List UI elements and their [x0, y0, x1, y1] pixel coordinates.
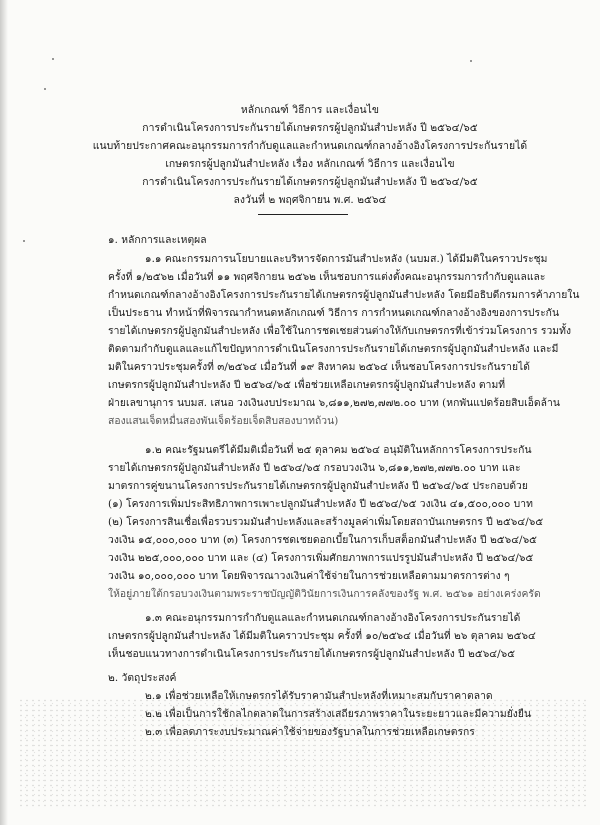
para-1-2-line: รายได้เกษตรกรผู้ปลูกมันสำปะหลัง ปี ๒๕๖๔/๖๕ กรอบวงเงิน ๖,๘๑๑,๒๗๒,๗๗๒.๐๐ บาท และ	[108, 462, 521, 474]
objective-item: ๒.๑ เพื่อช่วยเหลือให้เกษตรกรได้รับราคามันสำปะหลังที่เหมาะสมกับราคาตลาด	[145, 690, 493, 702]
para-1-1-line: สองแสนเจ็ดหมื่นสองพันเจ็ดร้อยเจ็ดสิบสองบาทถ้วน)	[108, 415, 339, 427]
para-1-1-line: ฝ่ายเลขานุการ นบมส. เสนอ วงเงินงบประมาณ ๖,๘๑๑,๒๗๒,๗๗๒.๐๐ บาท (หกพันแปดร้อยสิบเอ็ดล้าน	[108, 397, 560, 409]
para-1-1-line: ครั้งที่ ๑/๒๕๖๒ เมื่อวันที่ ๑๑ พฤศจิกายน ๒๕๖๒ เห็นชอบการแต่งตั้งคณะอนุกรรมการกำกับดูแลและ	[108, 271, 546, 283]
para-1-2-line: (๒) โครงการสินเชื่อเพื่อรวบรวมมันสำปะหลังและสร้างมูลค่าเพิ่มโดยสถาบันเกษตรกร ปี ๒๕๖๔/๖๕	[108, 516, 544, 528]
para-1-2-line: ให้อยู่ภายใต้กรอบวงเงินตามพระราชบัญญัติวินัยการเงินการคลังของรัฐ พ.ศ. ๒๕๖๑ อย่างเคร่งครัด	[108, 588, 541, 600]
section-1-heading: ๑. หลักการและเหตุผล	[108, 234, 207, 246]
scan-speck	[52, 58, 54, 60]
para-1-1-line: เกษตรกรผู้ปลูกมันสำปะหลัง ปี ๒๕๖๔/๖๕ เพื่อช่วยเหลือเกษตรกรผู้ปลูกมันสำปะหลัง ตามที่	[108, 379, 506, 391]
scan-noise	[18, 698, 588, 808]
objective-item: ๒.๒ เพื่อเป็นการใช้กลไกตลาดในการสร้างเสถียรภาพราคาในระยะยาวและมีความยั่งยืน	[145, 708, 532, 720]
para-1-3-line: เห็นชอบแนวทางการดำเนินโครงการประกันรายได้เกษตรกรผู้ปลูกมันสำปะหลัง ปี ๒๕๖๔/๖๕	[108, 648, 516, 660]
header-date: ลงวันที่ ๒ พฤศจิกายน พ.ศ. ๒๕๖๔	[233, 194, 387, 206]
para-1-2-line: วงเงิน ๑๐,๐๐๐,๐๐๐ บาท โดยพิจารณาวงเงินค่าใช้จ่ายในการช่วยเหลือตามมาตรการต่าง ๆ	[108, 570, 510, 582]
section-2-heading: ๒. วัตถุประสงค์	[108, 672, 177, 684]
header-project-line: การดำเนินโครงการประกันรายได้เกษตรกรผู้ปลูกมันสำปะหลัง ปี ๒๕๖๔/๖๕	[142, 176, 478, 188]
para-1-2-line: มาตรการคู่ขนานโครงการประกันรายได้เกษตรกรผู้ปลูกมันสำปะหลัง ปี ๒๕๖๔/๖๕ ประกอบด้วย	[108, 480, 528, 492]
para-1-1-line: ๑.๑ คณะกรรมการนโยบายและบริหารจัดการมันสำปะหลัง (นบมส.) ได้มีมติในคราวประชุม	[145, 253, 548, 265]
para-1-2-line: ๑.๒ คณะรัฐมนตรีได้มีมติเมื่อวันที่ ๒๕ ตุลาคม ๒๕๖๔ อนุมัติในหลักการโครงการประกัน	[145, 444, 532, 456]
scan-edge-shadow	[0, 0, 8, 825]
objective-item: ๒.๓ เพื่อลดภาระงบประมาณค่าใช้จ่ายของรัฐบาลในการช่วยเหลือเกษตรกร	[145, 726, 475, 738]
header-title: หลักเกณฑ์ วิธีการ และเงื่อนไข	[240, 104, 380, 116]
para-1-2-line: (๑) โครงการเพิ่มประสิทธิภาพการเพาะปลูกมันสำปะหลัง ปี ๒๕๖๔/๖๕ วงเงิน ๔๑,๕๐๐,๐๐๐ บาท	[108, 498, 533, 510]
header-rule	[258, 214, 348, 215]
para-1-1-line: กำหนดเกณฑ์กลางอ้างอิงโครงการประกันรายได้เกษตรกรผู้ปลูกมันสำปะหลัง โดยมีอธิบดีกรมการค้าภายใน	[108, 289, 580, 301]
header-subtitle: การดำเนินโครงการประกันรายได้เกษตรกรผู้ปลูกมันสำปะหลัง ปี ๒๕๖๔/๖๕	[142, 122, 478, 134]
para-1-3-line: เกษตรกรผู้ปลูกมันสำปะหลัง ได้มีมติในคราวประชุม ครั้งที่ ๑๐/๒๕๖๔ เมื่อวันที่ ๒๖ ตุลาคม ๒๕๖๔	[108, 630, 536, 642]
header-attachment-line: แนบท้ายประกาศคณะอนุกรรมการกำกับดูแลและกำหนดเกณฑ์กลางอ้างอิงโครงการประกันรายได้	[92, 140, 528, 152]
para-1-2-line: วงเงิน ๑๕,๐๐๐,๐๐๐ บาท (๓) โครงการชดเชยดอกเบี้ยในการเก็บสต็อกมันสำปะหลัง ปี ๒๕๖๔/๖๕	[108, 534, 538, 546]
para-1-1-line: ติดตามกำกับดูแลและแก้ไขปัญหาการดำเนินโครงการประกันรายได้เกษตรกรผู้ปลูกมันสำปะหลัง และมี	[108, 343, 559, 355]
scan-speck	[23, 240, 25, 242]
scan-speck	[44, 88, 46, 90]
para-1-1-line: มติในคราวประชุมครั้งที่ ๓/๒๕๖๔ เมื่อวันที่ ๑๙ สิงหาคม ๒๕๖๔ เห็นชอบโครงการประกันรายได้	[108, 361, 530, 373]
scan-speck	[470, 60, 472, 62]
para-1-3-line: ๑.๓ คณะอนุกรรมการกำกับดูแลและกำหนดเกณฑ์กลางอ้างอิงโครงการประกันรายได้	[145, 612, 521, 624]
header-subject-line: เกษตรกรผู้ปลูกมันสำปะหลัง เรื่อง หลักเกณฑ์ วิธีการ และเงื่อนไข	[165, 158, 455, 170]
para-1-2-line: วงเงิน ๒๒๕,๐๐๐,๐๐๐ บาท และ (๔) โครงการเพิ่มศักยภาพการแปรรูปมันสำปะหลัง ปี ๒๕๖๔/๖๕	[108, 552, 534, 564]
para-1-1-line: รายได้เกษตรกรผู้ปลูกมันสำปะหลัง เพื่อใช้ในการชดเชยส่วนต่างให้กับเกษตรกรที่เข้าร่วมโครงการ รวมทั้ง	[108, 325, 572, 337]
para-1-1-line: เป็นประธาน ทำหน้าที่พิจารณากำหนดหลักเกณฑ์ วิธีการ การกำหนดเกณฑ์กลางอ้างอิงของการประกัน	[108, 307, 560, 319]
